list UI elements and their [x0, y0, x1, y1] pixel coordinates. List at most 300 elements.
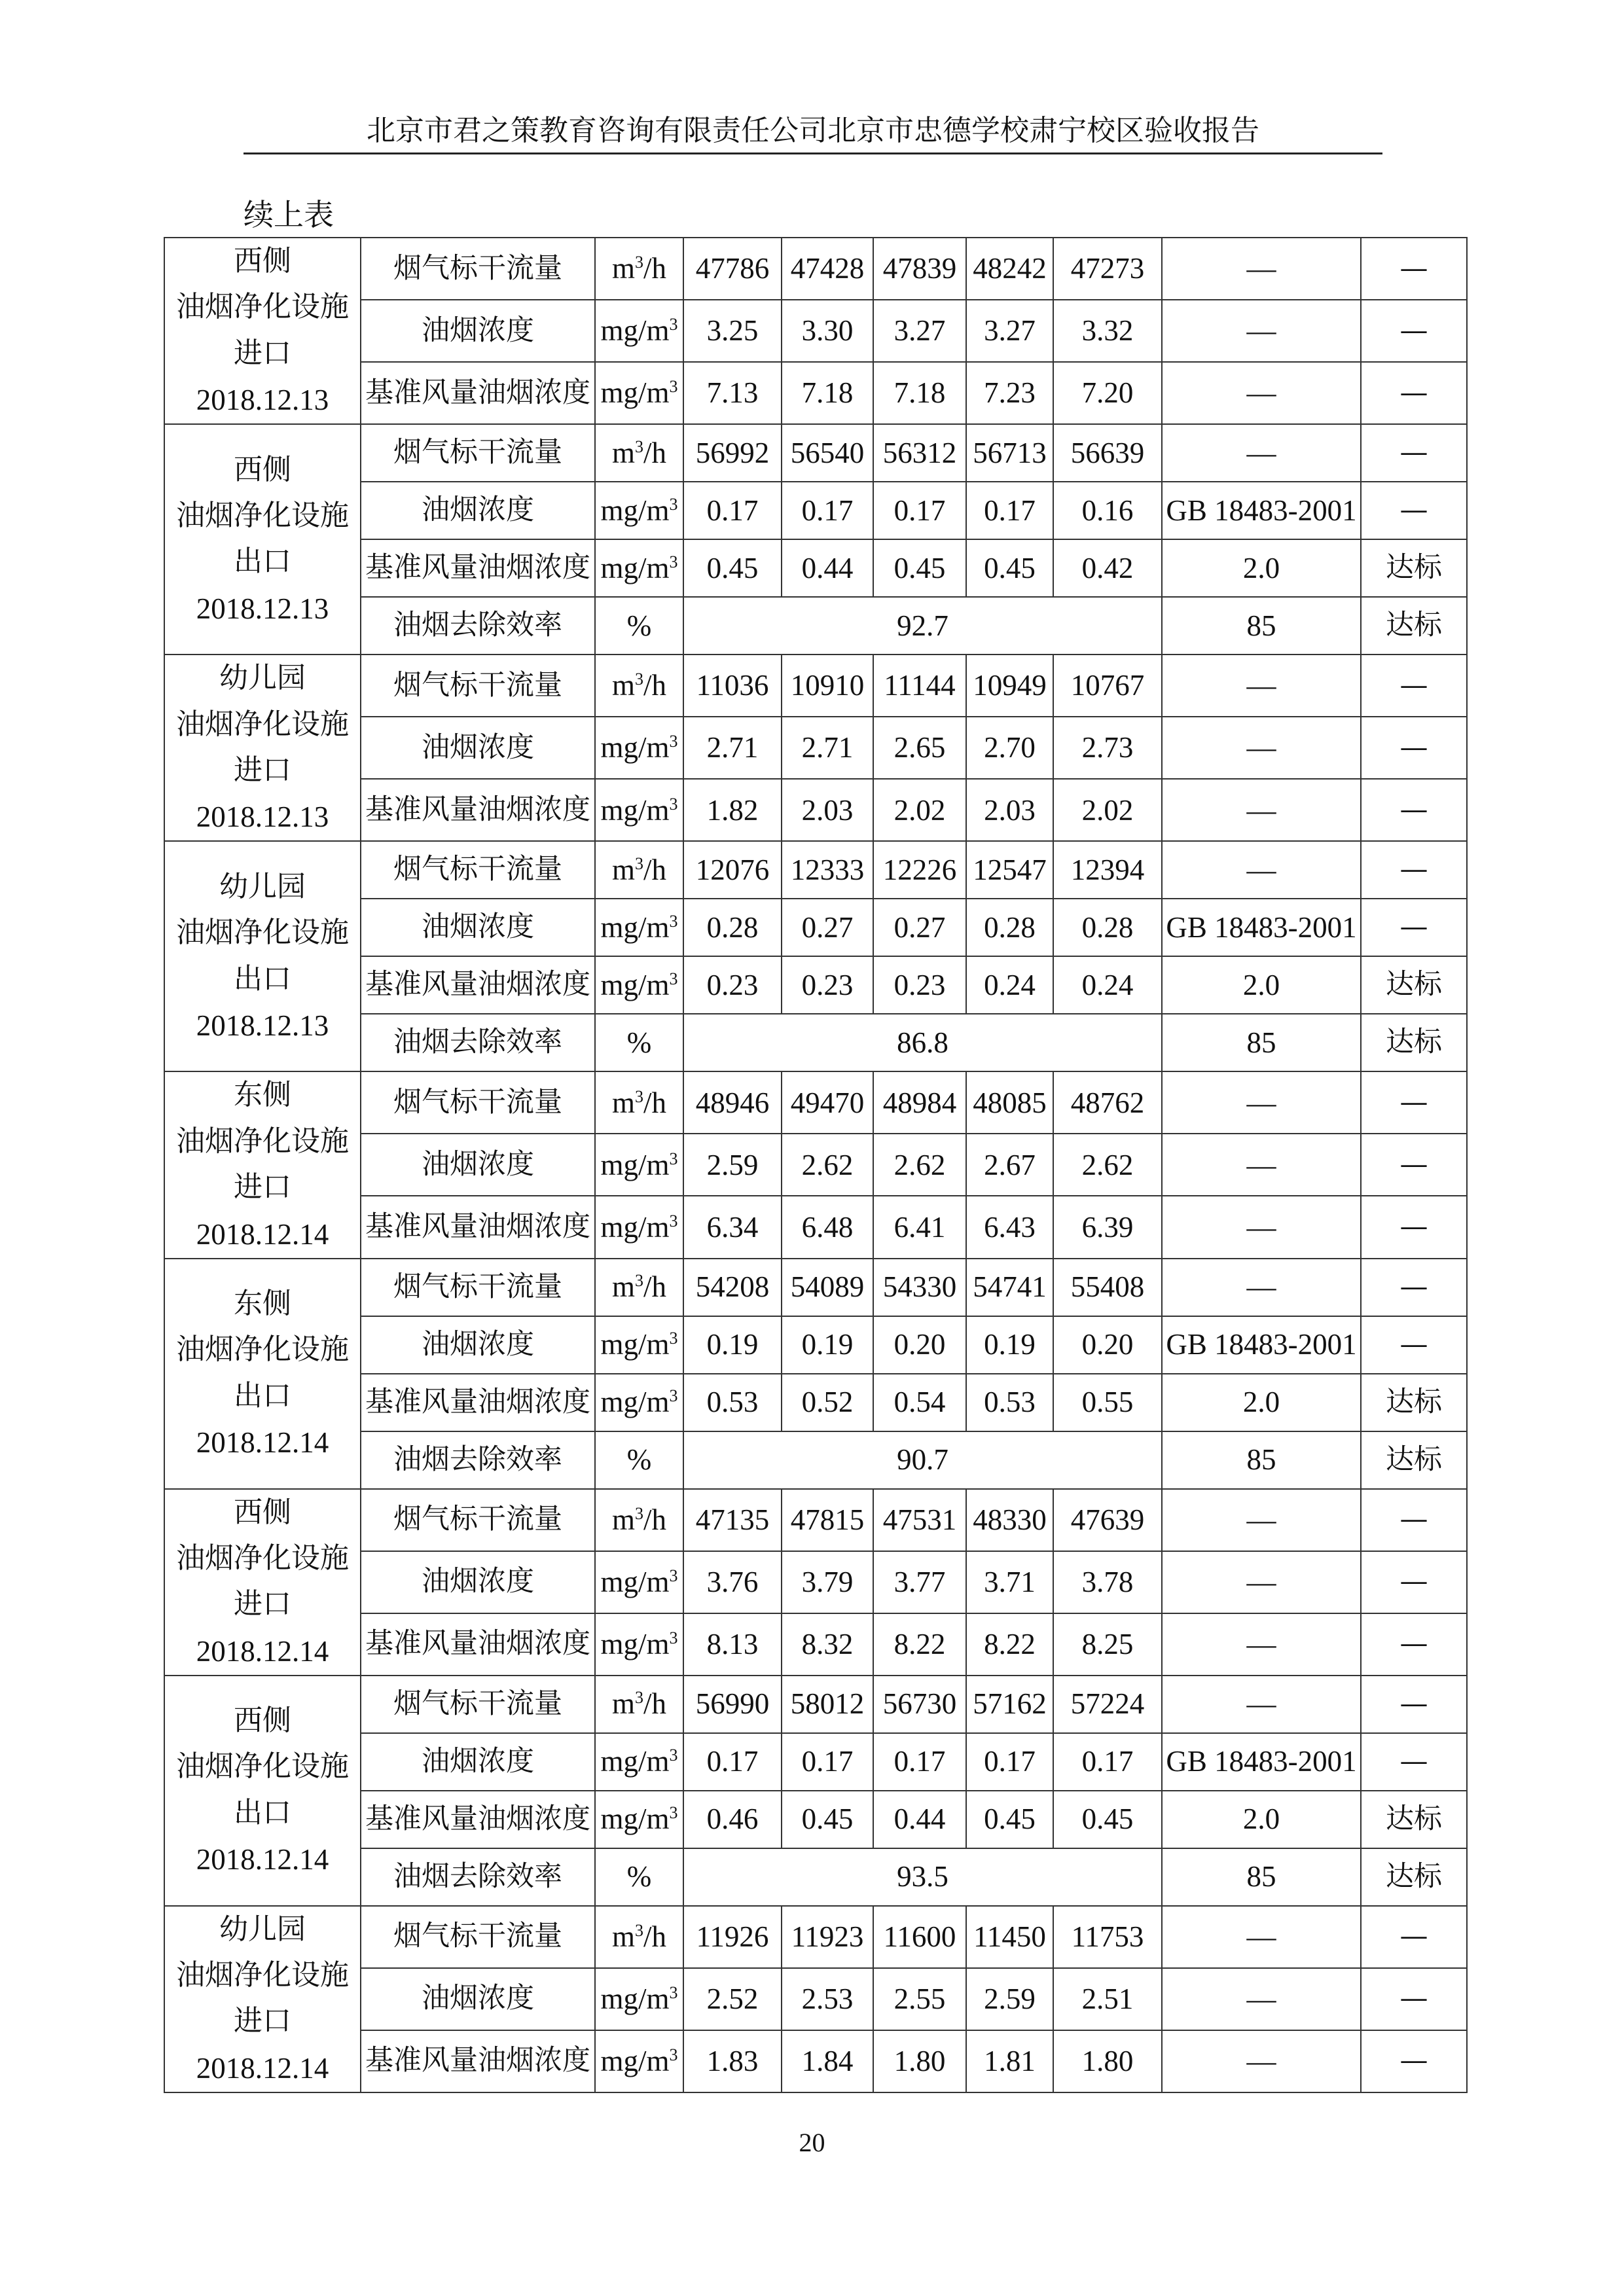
value-cell: 2.59 — [683, 1134, 782, 1196]
value-cell: 0.19 — [782, 1316, 873, 1374]
location-date: 2018.12.14 — [196, 1217, 329, 1251]
result-cell: — — [1361, 1259, 1467, 1316]
standard-cell: — — [1162, 1613, 1361, 1676]
location-line: 西侧 — [234, 452, 291, 486]
table-continuation-caption: 续上表 — [244, 197, 334, 232]
value-cell: 0.17 — [683, 1733, 782, 1791]
unit-base: mg/m — [600, 1803, 670, 1836]
value-cell: 2.70 — [966, 717, 1053, 779]
table-row — [164, 841, 1467, 899]
location-line: 出口 — [234, 1795, 291, 1829]
table-row — [164, 1071, 1467, 1134]
result-cell: — — [1361, 899, 1467, 956]
result-cell: — — [1361, 300, 1467, 362]
value-cell: 0.53 — [966, 1374, 1053, 1431]
value-cell: 0.45 — [873, 539, 966, 597]
unit-cell — [595, 899, 683, 956]
page-number: 20 — [799, 2128, 825, 2157]
standard-cell: 2.0 — [1162, 539, 1361, 597]
location-date: 2018.12.13 — [196, 1009, 329, 1042]
standard-cell: 2.0 — [1162, 956, 1361, 1014]
unit-superscript: 3 — [669, 794, 678, 814]
value-cell: 0.24 — [966, 956, 1053, 1014]
standard-cell: — — [1162, 1676, 1361, 1733]
location-date: 2018.12.14 — [196, 1843, 329, 1876]
location-line: 油烟净化设施 — [176, 707, 349, 741]
result-cell: 达标 — [1361, 1848, 1467, 1906]
parameter-name: 基准风量油烟浓度 — [361, 956, 595, 1014]
value-cell: 49470 — [782, 1071, 873, 1134]
location-cell — [164, 238, 361, 424]
value-cell: 0.42 — [1053, 539, 1162, 597]
unit-cell — [595, 1551, 683, 1613]
result-cell: — — [1361, 1676, 1467, 1733]
location-date: 2018.12.14 — [196, 1634, 329, 1668]
parameter-name: 烟气标干流量 — [361, 238, 595, 300]
unit-superscript: 3 — [669, 2045, 678, 2065]
value-cell: 2.59 — [966, 1968, 1053, 2030]
value-cell: 48242 — [966, 238, 1053, 300]
location-cell — [164, 1489, 361, 1676]
unit-cell — [595, 1071, 683, 1134]
unit-base: mg/m — [600, 1627, 670, 1660]
value-cell: 3.79 — [782, 1551, 873, 1613]
unit-tail: /h — [643, 1086, 667, 1119]
parameter-name: 油烟浓度 — [361, 899, 595, 956]
result-cell: — — [1361, 424, 1467, 482]
value-cell: 11450 — [966, 1906, 1053, 1968]
value-cell: 54330 — [873, 1259, 966, 1316]
unit-cell — [595, 1676, 683, 1733]
unit-cell — [595, 841, 683, 899]
location-cell — [164, 655, 361, 841]
value-cell: 56990 — [683, 1676, 782, 1733]
standard-cell: 85 — [1162, 1848, 1361, 1906]
standard-cell: 85 — [1162, 1014, 1361, 1071]
value-cell: 2.62 — [1053, 1134, 1162, 1196]
value-cell: 47428 — [782, 238, 873, 300]
unit-superscript: 3 — [635, 1688, 643, 1708]
standard-cell: — — [1162, 1551, 1361, 1613]
parameter-name: 烟气标干流量 — [361, 424, 595, 482]
value-cell: 47135 — [683, 1489, 782, 1551]
standard-cell: GB 18483-2001 — [1162, 1316, 1361, 1374]
location-line: 油烟净化设施 — [176, 498, 349, 532]
unit-base: % — [626, 609, 652, 642]
unit-tail: /h — [643, 1920, 667, 1953]
value-cell: 0.19 — [683, 1316, 782, 1374]
location-line: 西侧 — [234, 1495, 291, 1529]
location-line: 西侧 — [234, 1704, 291, 1738]
value-cell: 7.18 — [873, 362, 966, 424]
location-cell — [164, 424, 361, 655]
unit-base: m — [611, 1503, 635, 1536]
value-cell: 56540 — [782, 424, 873, 482]
unit-cell — [595, 717, 683, 779]
value-cell: 3.32 — [1053, 300, 1162, 362]
result-cell: — — [1361, 1134, 1467, 1196]
parameter-name: 烟气标干流量 — [361, 655, 595, 717]
unit-cell — [595, 1374, 683, 1431]
value-cell: 2.67 — [966, 1134, 1053, 1196]
value-cell: 0.44 — [873, 1791, 966, 1848]
unit-base: m — [611, 1086, 635, 1119]
unit-base: mg/m — [600, 314, 670, 348]
value-cell: 6.41 — [873, 1196, 966, 1258]
result-cell: — — [1361, 1968, 1467, 2030]
value-cell: 47786 — [683, 238, 782, 300]
standard-cell: — — [1162, 1906, 1361, 1968]
value-cell: 11144 — [873, 655, 966, 717]
unit-cell — [595, 655, 683, 717]
unit-base: m — [611, 1920, 635, 1953]
unit-tail: /h — [643, 1687, 667, 1721]
value-cell: 10767 — [1053, 655, 1162, 717]
unit-tail: /h — [643, 252, 667, 285]
standard-cell: GB 18483-2001 — [1162, 482, 1361, 539]
value-cell: 0.17 — [873, 1733, 966, 1791]
location-date: 2018.12.13 — [196, 384, 329, 417]
unit-superscript: 3 — [635, 1271, 643, 1291]
result-cell: — — [1361, 1613, 1467, 1676]
value-cell: 3.25 — [683, 300, 782, 362]
location-line: 进口 — [234, 1587, 291, 1621]
unit-cell — [595, 1848, 683, 1906]
unit-cell — [595, 1791, 683, 1848]
result-cell: — — [1361, 362, 1467, 424]
value-cell: 0.28 — [683, 899, 782, 956]
value-cell: 0.17 — [966, 482, 1053, 539]
unit-superscript: 3 — [635, 1086, 643, 1106]
result-cell: 达标 — [1361, 1791, 1467, 1848]
emission-data-table — [164, 237, 1468, 2093]
value-cell: 0.46 — [683, 1791, 782, 1848]
unit-cell — [595, 300, 683, 362]
result-cell: — — [1361, 482, 1467, 539]
value-cell: 0.45 — [1053, 1791, 1162, 1848]
table-row — [164, 238, 1467, 300]
value-cell: 3.27 — [873, 300, 966, 362]
parameter-name: 烟气标干流量 — [361, 1071, 595, 1134]
value-cell: 0.27 — [782, 899, 873, 956]
unit-base: mg/m — [600, 1745, 670, 1778]
unit-superscript: 3 — [669, 552, 678, 571]
unit-tail: /h — [643, 1503, 667, 1536]
value-cell: 57224 — [1053, 1676, 1162, 1733]
standard-cell: — — [1162, 779, 1361, 841]
parameter-name: 油烟去除效率 — [361, 597, 595, 655]
standard-cell: 2.0 — [1162, 1791, 1361, 1848]
value-cell: 3.78 — [1053, 1551, 1162, 1613]
result-cell: — — [1361, 1489, 1467, 1551]
header-divider — [244, 152, 1382, 154]
unit-base: mg/m — [600, 731, 670, 764]
value-cell: 2.55 — [873, 1968, 966, 2030]
value-cell: 7.13 — [683, 362, 782, 424]
parameter-name: 油烟浓度 — [361, 1134, 595, 1196]
unit-superscript: 3 — [669, 377, 678, 397]
unit-base: mg/m — [600, 2045, 670, 2078]
unit-superscript: 3 — [635, 854, 643, 874]
value-cell: 56639 — [1053, 424, 1162, 482]
value-cell: 48085 — [966, 1071, 1053, 1134]
value-cell: 48946 — [683, 1071, 782, 1134]
value-cell: 0.17 — [782, 1733, 873, 1791]
unit-base: mg/m — [600, 1148, 670, 1181]
unit-cell — [595, 1489, 683, 1551]
location-line: 西侧 — [234, 244, 291, 278]
result-cell: 达标 — [1361, 539, 1467, 597]
value-cell: 6.48 — [782, 1196, 873, 1258]
unit-superscript: 3 — [669, 1329, 678, 1348]
standard-cell: — — [1162, 1071, 1361, 1134]
value-cell: 47815 — [782, 1489, 873, 1551]
value-cell: 48762 — [1053, 1071, 1162, 1134]
parameter-name: 烟气标干流量 — [361, 1489, 595, 1551]
value-cell: 10949 — [966, 655, 1053, 717]
value-cell: 54741 — [966, 1259, 1053, 1316]
standard-cell: GB 18483-2001 — [1162, 899, 1361, 956]
unit-cell — [595, 362, 683, 424]
unit-cell — [595, 238, 683, 300]
value-cell: 1.80 — [1053, 2030, 1162, 2092]
result-cell: 达标 — [1361, 1431, 1467, 1489]
value-cell: 57162 — [966, 1676, 1053, 1733]
value-cell: 0.53 — [683, 1374, 782, 1431]
parameter-name: 基准风量油烟浓度 — [361, 2030, 595, 2092]
unit-superscript: 3 — [669, 315, 678, 334]
unit-cell — [595, 956, 683, 1014]
parameter-name: 油烟浓度 — [361, 482, 595, 539]
unit-cell — [595, 1134, 683, 1196]
value-cell: 2.71 — [782, 717, 873, 779]
value-cell: 0.16 — [1053, 482, 1162, 539]
unit-base: % — [626, 1026, 652, 1060]
value-cell: 0.45 — [782, 1791, 873, 1848]
value-cell: 0.20 — [873, 1316, 966, 1374]
unit-cell — [595, 1316, 683, 1374]
standard-cell: — — [1162, 841, 1361, 899]
standard-cell: 85 — [1162, 597, 1361, 655]
parameter-name: 油烟浓度 — [361, 300, 595, 362]
unit-superscript: 3 — [669, 1746, 678, 1765]
unit-cell — [595, 597, 683, 655]
value-cell: 2.02 — [1053, 779, 1162, 841]
unit-tail: /h — [643, 1270, 667, 1304]
table-body — [164, 238, 1467, 2092]
location-line: 幼儿园 — [219, 661, 306, 695]
result-cell: — — [1361, 1316, 1467, 1374]
unit-cell — [595, 1259, 683, 1316]
unit-base: m — [611, 669, 635, 702]
value-cell: 2.62 — [873, 1134, 966, 1196]
value-cell: 0.17 — [966, 1733, 1053, 1791]
value-cell: 3.77 — [873, 1551, 966, 1613]
value-cell: 56312 — [873, 424, 966, 482]
value-cell: 47839 — [873, 238, 966, 300]
unit-base: mg/m — [600, 1982, 670, 2015]
unit-cell — [595, 1613, 683, 1676]
value-cell: 47531 — [873, 1489, 966, 1551]
parameter-name: 烟气标干流量 — [361, 841, 595, 899]
value-cell: 0.20 — [1053, 1316, 1162, 1374]
value-cell: 0.19 — [966, 1316, 1053, 1374]
parameter-name: 油烟去除效率 — [361, 1014, 595, 1071]
value-cell: 3.71 — [966, 1551, 1053, 1613]
value-cell: 2.03 — [782, 779, 873, 841]
table-row — [164, 1676, 1467, 1733]
value-cell: 0.45 — [966, 539, 1053, 597]
value-cell: 8.32 — [782, 1613, 873, 1676]
standard-cell: — — [1162, 300, 1361, 362]
unit-superscript: 3 — [669, 1628, 678, 1647]
page-header-title: 北京市君之策教育咨询有限责任公司北京市忠德学校肃宁校区验收报告 — [367, 114, 1259, 147]
value-cell: 0.23 — [873, 956, 966, 1014]
value-cell: 0.27 — [873, 899, 966, 956]
location-line: 油烟净化设施 — [176, 1333, 349, 1367]
unit-tail: /h — [643, 436, 667, 469]
value-cell: 2.53 — [782, 1968, 873, 2030]
unit-base: mg/m — [600, 1386, 670, 1419]
value-cell: 2.52 — [683, 1968, 782, 2030]
unit-cell — [595, 424, 683, 482]
standard-cell: — — [1162, 2030, 1361, 2092]
location-line: 进口 — [234, 1170, 291, 1204]
standard-cell: — — [1162, 238, 1361, 300]
unit-cell — [595, 482, 683, 539]
location-cell — [164, 1071, 361, 1258]
unit-superscript: 3 — [669, 1386, 678, 1406]
value-cell: 12394 — [1053, 841, 1162, 899]
value-cell: 6.34 — [683, 1196, 782, 1258]
unit-base: m — [611, 252, 635, 285]
parameter-name: 油烟浓度 — [361, 1316, 595, 1374]
parameter-name: 油烟浓度 — [361, 1968, 595, 2030]
parameter-name: 基准风量油烟浓度 — [361, 1374, 595, 1431]
location-date: 2018.12.14 — [196, 1426, 329, 1460]
value-cell: 8.22 — [873, 1613, 966, 1676]
unit-base: % — [626, 1860, 652, 1893]
result-cell: — — [1361, 2030, 1467, 2092]
value-cell: 12076 — [683, 841, 782, 899]
standard-cell: GB 18483-2001 — [1162, 1733, 1361, 1791]
parameter-name: 基准风量油烟浓度 — [361, 1196, 595, 1258]
value-cell: 0.17 — [873, 482, 966, 539]
unit-cell — [595, 779, 683, 841]
value-cell: 58012 — [782, 1676, 873, 1733]
parameter-name: 基准风量油烟浓度 — [361, 1613, 595, 1676]
parameter-name: 油烟去除效率 — [361, 1431, 595, 1489]
value-cell: 11926 — [683, 1906, 782, 1968]
unit-base: mg/m — [600, 911, 670, 944]
value-cell: 0.24 — [1053, 956, 1162, 1014]
parameter-name: 基准风量油烟浓度 — [361, 362, 595, 424]
standard-cell: — — [1162, 1259, 1361, 1316]
value-cell: 10910 — [782, 655, 873, 717]
unit-tail: /h — [643, 853, 667, 887]
value-cell: 48330 — [966, 1489, 1053, 1551]
merged-value-cell: 93.5 — [683, 1848, 1162, 1906]
location-line: 油烟净化设施 — [176, 1958, 349, 1992]
location-cell — [164, 841, 361, 1071]
result-cell: — — [1361, 841, 1467, 899]
unit-cell — [595, 1431, 683, 1489]
unit-base: mg/m — [600, 1565, 670, 1598]
value-cell: 8.25 — [1053, 1613, 1162, 1676]
location-line: 东侧 — [234, 1078, 291, 1112]
value-cell: 3.76 — [683, 1551, 782, 1613]
value-cell: 7.20 — [1053, 362, 1162, 424]
unit-superscript: 3 — [669, 1566, 678, 1585]
unit-base: mg/m — [600, 551, 670, 584]
value-cell: 0.45 — [966, 1791, 1053, 1848]
standard-cell: — — [1162, 717, 1361, 779]
location-line: 油烟净化设施 — [176, 1749, 349, 1784]
result-cell: — — [1361, 1551, 1467, 1613]
value-cell: 2.65 — [873, 717, 966, 779]
unit-superscript: 3 — [669, 1211, 678, 1230]
value-cell: 8.13 — [683, 1613, 782, 1676]
unit-superscript: 3 — [669, 1149, 678, 1168]
unit-superscript: 3 — [669, 912, 678, 931]
parameter-name: 油烟浓度 — [361, 1733, 595, 1791]
unit-base: mg/m — [600, 1328, 670, 1361]
result-cell: — — [1361, 1906, 1467, 1968]
parameter-name: 油烟浓度 — [361, 717, 595, 779]
result-cell: — — [1361, 1733, 1467, 1791]
value-cell: 0.17 — [782, 482, 873, 539]
merged-value-cell: 92.7 — [683, 597, 1162, 655]
value-cell: 7.18 — [782, 362, 873, 424]
standard-cell: — — [1162, 1134, 1361, 1196]
value-cell: 0.45 — [683, 539, 782, 597]
unit-cell — [595, 1196, 683, 1258]
result-cell: — — [1361, 779, 1467, 841]
value-cell: 0.55 — [1053, 1374, 1162, 1431]
unit-base: mg/m — [600, 969, 670, 1002]
standard-cell: — — [1162, 1196, 1361, 1258]
standard-cell: — — [1162, 362, 1361, 424]
standard-cell: — — [1162, 1968, 1361, 2030]
result-cell: 达标 — [1361, 1374, 1467, 1431]
parameter-name: 油烟浓度 — [361, 1551, 595, 1613]
location-date: 2018.12.13 — [196, 800, 329, 834]
standard-cell: 85 — [1162, 1431, 1361, 1489]
unit-superscript: 3 — [669, 1983, 678, 2002]
value-cell: 11600 — [873, 1906, 966, 1968]
value-cell: 8.22 — [966, 1613, 1053, 1676]
parameter-name: 烟气标干流量 — [361, 1906, 595, 1968]
value-cell: 1.82 — [683, 779, 782, 841]
location-line: 出口 — [234, 545, 291, 579]
location-line: 油烟净化设施 — [176, 916, 349, 950]
value-cell: 3.27 — [966, 300, 1053, 362]
result-cell: — — [1361, 655, 1467, 717]
value-cell: 47639 — [1053, 1489, 1162, 1551]
unit-base: mg/m — [600, 793, 670, 827]
value-cell: 0.28 — [1053, 899, 1162, 956]
location-line: 进口 — [234, 2004, 291, 2038]
table-row — [164, 1906, 1467, 1968]
unit-superscript: 3 — [669, 494, 678, 514]
value-cell: 3.30 — [782, 300, 873, 362]
location-line: 幼儿园 — [219, 869, 306, 903]
unit-base: m — [611, 436, 635, 469]
location-line: 进口 — [234, 336, 291, 370]
value-cell: 0.52 — [782, 1374, 873, 1431]
location-date: 2018.12.14 — [196, 2051, 329, 2085]
value-cell: 48984 — [873, 1071, 966, 1134]
